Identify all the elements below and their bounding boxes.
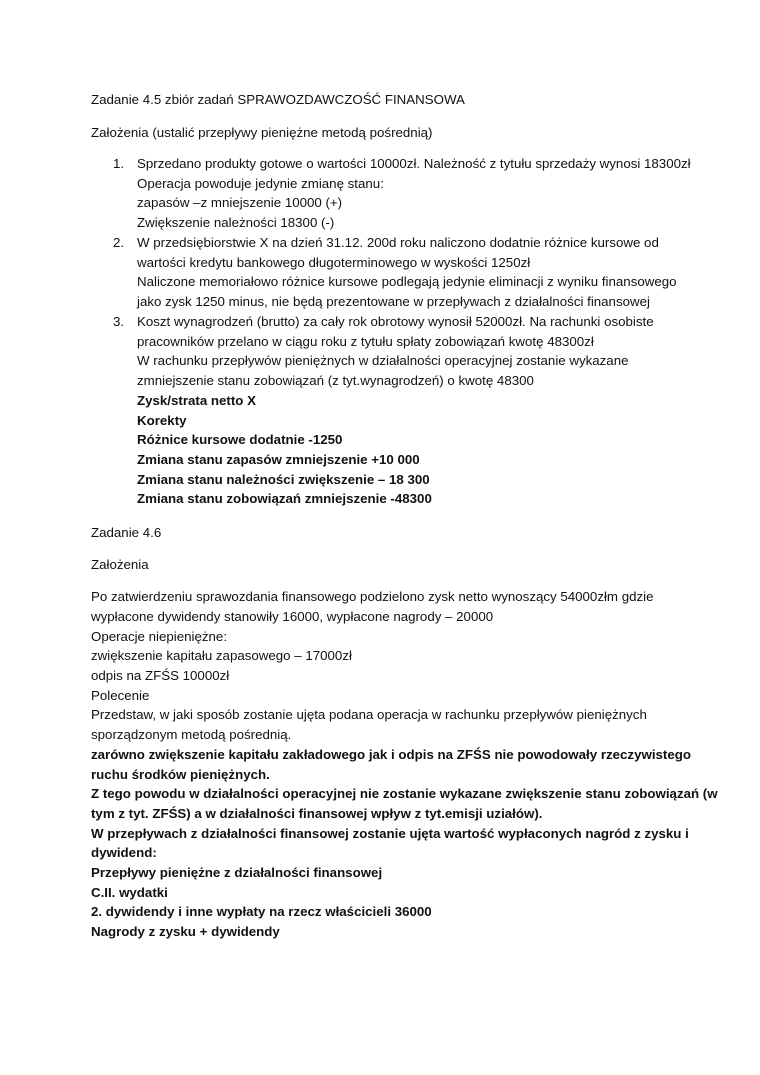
bold-line: Korekty xyxy=(137,413,187,428)
list-number: 3. xyxy=(113,314,125,329)
bold-line: Zmiana stanu należności zwiększenie – 18 300 xyxy=(137,472,430,487)
bold-line: Z tego powodu w działalności operacyjnej nie zostanie wykazane zwiększenie stanu zobowiązań (w xyxy=(91,786,718,801)
list-item-text: Zwiększenie należności 18300 (-) xyxy=(137,215,335,230)
body-line: odpis na ZFŚS 10000zł xyxy=(91,668,230,683)
list-item-text: Naliczone memoriałowo różnice kursowe podlegają jedynie eliminacji z wyniku finansowego xyxy=(137,274,677,289)
list-item-text: Operacja powoduje jedynie zmianę stanu: xyxy=(137,176,384,191)
bold-line: tym z tyt. ZFŚS) a w działalności finansowej wpływ z tyt.emisji uziałów). xyxy=(91,806,543,821)
body-line: zwiększenie kapitału zapasowego – 17000zł xyxy=(91,648,352,663)
task-4-6-title: Zadanie 4.6 xyxy=(91,525,162,540)
bold-line: Różnice kursowe dodatnie -1250 xyxy=(137,432,343,447)
bold-line: W przepływach z działalności finansowej zostanie ujęta wartość wypłaconych nagród z zysku i xyxy=(91,826,689,841)
bold-line: Nagrody z zysku + dywidendy xyxy=(91,924,280,939)
task-4-5-assumptions: Założenia (ustalić przepływy pieniężne metodą pośrednią) xyxy=(91,125,433,140)
list-number: 2. xyxy=(113,235,125,250)
list-item-text: W rachunku przepływów pieniężnych w działalności operacyjnej zostanie wykazane xyxy=(137,353,629,368)
list-item-text: Sprzedano produkty gotowe o wartości 10000zł. Należność z tytułu sprzedaży wynosi 18300zł xyxy=(137,156,691,171)
bold-line: Zmiana stanu zapasów zmniejszenie +10 000 xyxy=(137,452,420,467)
bold-line: ruchu środków pieniężnych. xyxy=(91,767,270,782)
bold-line: dywidend: xyxy=(91,845,157,860)
list-item-text: Koszt wynagrodzeń (brutto) za cały rok obrotowy wynosił 52000zł. Na rachunki osobiste xyxy=(137,314,654,329)
bold-line: Przepływy pieniężne z działalności finansowej xyxy=(91,865,383,880)
list-item-text: pracowników przelano w ciągu roku z tytułu spłaty zobowiązań kwotę 48300zł xyxy=(137,334,594,349)
body-line: Po zatwierdzeniu sprawozdania finansowego podzielono zysk netto wynoszący 54000złm gdzie xyxy=(91,589,654,604)
body-line: Operacje niepieniężne: xyxy=(91,629,228,644)
body-line: Polecenie xyxy=(91,688,150,703)
body-line: sporządzonym metodą pośrednią. xyxy=(91,727,292,742)
task-4-5-title: Zadanie 4.5 zbiór zadań SPRAWOZDAWCZOŚĆ FINANSOWA xyxy=(91,92,465,107)
bold-line: C.II. wydatki xyxy=(91,885,168,900)
bold-line: 2. dywidendy i inne wypłaty na rzecz właścicieli 36000 xyxy=(91,904,432,919)
list-item-text: wartości kredytu bankowego długoterminowego w wyskości 1250zł xyxy=(137,255,531,270)
body-line: wypłacone dywidendy stanowiły 16000, wypłacone nagrody – 20000 xyxy=(91,609,494,624)
list-item-text: jako zysk 1250 minus, nie będą prezentowane w przepływach z działalności finansowej xyxy=(137,294,650,309)
list-item-text: W przedsiębiorstwie X na dzień 31.12. 200d roku naliczono dodatnie różnice kursowe od xyxy=(137,235,659,250)
bold-line: Zysk/strata netto X xyxy=(137,393,256,408)
bold-line: Zmiana stanu zobowiązań zmniejszenie -48300 xyxy=(137,491,432,506)
list-number: 1. xyxy=(113,156,125,171)
task-4-6-assumptions: Założenia xyxy=(91,557,149,572)
list-item-text: zmniejszenie stanu zobowiązań (z tyt.wynagrodzeń) o kwotę 48300 xyxy=(137,373,534,388)
list-item-text: zapasów –z mniejszenie 10000 (+) xyxy=(137,195,343,210)
body-line: Przedstaw, w jaki sposób zostanie ujęta podana operacja w rachunku przepływów pieniężnych xyxy=(91,707,647,722)
bold-line: zarówno zwiększenie kapitału zakładowego jak i odpis na ZFŚS nie powodowały rzeczywistego xyxy=(91,747,691,762)
